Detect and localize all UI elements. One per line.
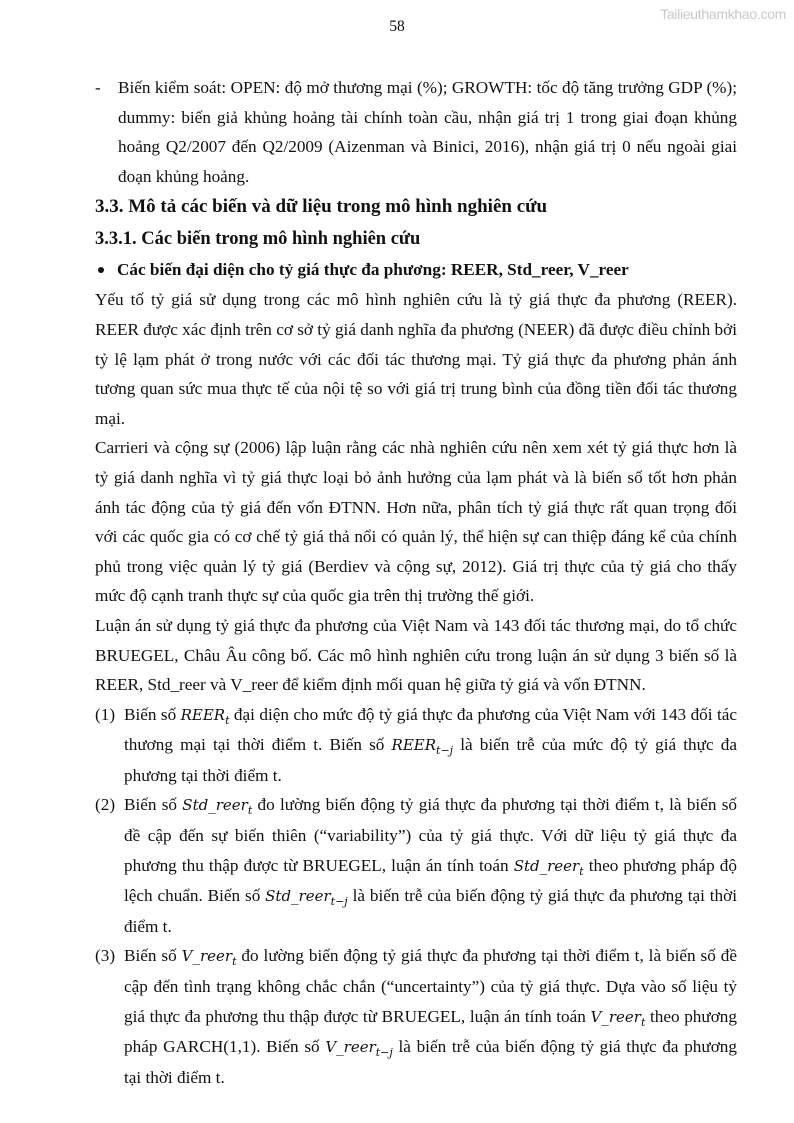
bullet-heading-text: Các biến đại diện cho tỷ giá thực đa phương: REER, Std_reer, V_reer <box>117 260 629 280</box>
math-name: V_reer <box>181 947 233 966</box>
item-text: Biến số <box>124 704 181 724</box>
math-subscript: t <box>232 955 237 969</box>
control-variables-text: Biến kiểm soát: OPEN: độ mở thương mại (%); GROWTH: tốc độ tăng trưởng GDP (%); dummy: biến giả khủng hoảng tài chính toàn cầu, nhận giá trị 1 trong giai đoạn khủng hoảng Q2/2007 đến Q2/2009 (Aizenman và Binici, 2016), nhận giá trị 0 nếu ngoài giai đoạn khủng hoảng. <box>118 78 737 186</box>
math-variable <box>590 1007 646 1029</box>
math-subscript: t−j <box>436 744 454 758</box>
math-subscript: t <box>579 864 584 878</box>
item-text: Biến số <box>124 946 182 966</box>
item-number: (1) <box>95 704 116 724</box>
math-name: Std_reer <box>265 887 331 906</box>
item-text: theo phương pháp GARCH(1,1). Biến số <box>124 1006 737 1057</box>
item-number: (2) <box>95 795 116 815</box>
item-text: theo phương pháp độ lệch chuẩn. Biến số <box>124 855 737 906</box>
math-subscript: t−j <box>330 895 348 909</box>
math-name: REER <box>391 736 437 755</box>
bullet-icon <box>98 267 104 273</box>
item-text: là biến trễ của biến động tỷ giá thực đa phương tại thời điểm t. <box>124 886 737 936</box>
paragraph: Yếu tố tỷ giá sử dụng trong các mô hình nghiên cứu là tỷ giá thực đa phương (REER). REER được xác định trên cơ sở tỷ giá danh nghĩa đa phương (NEER) đã được điều chỉnh bởi tỷ lệ lạm phát ở trong nước với các đối tác thương mại. Tỷ giá thực đa phương phản ánh tương quan sức mua thực tế của nội tệ so với giá trị trung bình của đồng tiền đối tác thương mại. <box>95 290 737 428</box>
paragraph: Carrieri và cộng sự (2006) lập luận rằng các nhà nghiên cứu nên xem xét tỷ giá thực hơn là tỷ giá danh nghĩa vì tỷ giá thực loại bỏ ảnh hưởng của lạm phát và là biến số tốt hơn phản ánh tác động của tỷ giá đến vốn ĐTNN. Hơn nữa, phân tích tỷ giá thực rất quan trọng đối với các quốc gia có cơ chế tỷ giá thả nổi có quản lý, thể hiện sự can thiệp đáng kể của chính phủ trong việc quản lý tỷ giá (Berdiev và cộng sự, 2012). Giá trị thực của tỷ giá cho thấy mức độ cạnh tranh thực sự của quốc gia trên thị trường thế giới. <box>95 438 737 606</box>
math-subscript: t−j <box>375 1046 393 1060</box>
item-text: đo lường biến động tỷ giá thực đa phương tại thời điểm t, là biến số đề cập đến sự biến thiên (“variability”) của tỷ giá thực. Với dữ liệu tỷ giá thực đa phương thu thập được từ BRUEGEL, luận án tính toán <box>124 795 737 875</box>
control-variables-item <box>95 73 737 191</box>
item-text: là biến trễ của mức độ tỷ giá thực đa phương tại thời điểm t. <box>124 735 737 785</box>
math-name: Std_reer <box>513 856 580 875</box>
item-text: là biến trễ của biến động tỷ giá thực đa phương tại thời điểm t. <box>124 1037 737 1087</box>
math-variable <box>182 796 253 818</box>
math-subscript: t <box>247 804 253 818</box>
page-content <box>95 73 737 1092</box>
page-number: 58 <box>389 18 405 35</box>
dash-marker: - <box>95 78 101 97</box>
math-variable <box>513 856 584 878</box>
item-text: đại diện cho mức độ tỷ giá thực đa phương của Việt Nam với 143 đối tác thương mại tại thời điểm t. Biến số <box>124 704 737 755</box>
math-subscript: t <box>640 1015 646 1029</box>
item-text: đo lường biến động tỷ giá thực đa phương tại thời điểm t, là biến số đề cập đến tình trạng không chắc chắn (“uncertainty”) của tỷ giá thực. Dựa vào số liệu tỷ giá thực đa phương thu thập được từ BRUEGEL, luận án tính toán <box>124 946 737 1026</box>
math-variable <box>391 736 454 758</box>
math-name: V_reer <box>590 1007 641 1026</box>
math-name: V_reer <box>325 1038 376 1057</box>
numbered-item-1 <box>95 700 737 791</box>
subsection-heading: 3.3.1. Các biến trong mô hình nghiên cứu <box>95 229 421 250</box>
math-name: REER <box>180 705 226 724</box>
math-variable <box>180 705 230 727</box>
watermark: Tailieuthamkhao.com <box>660 6 786 22</box>
math-variable <box>181 947 237 969</box>
paragraph: Luận án sử dụng tỷ giá thực đa phương của Việt Nam và 143 đối tác thương mại, do tổ chức BRUEGEL, Châu Âu công bố. Các mô hình nghiên cứu trong luận án sử dụng 3 biến số là REER, Std_reer và V_reer để kiểm định mối quan hệ giữa tỷ giá và vốn ĐTNN. <box>95 615 737 695</box>
section-heading: 3.3. Mô tả các biến và dữ liệu trong mô hình nghiên cứu <box>95 196 548 218</box>
math-variable <box>325 1038 393 1060</box>
numbered-item-2 <box>95 790 737 941</box>
math-name: Std_reer <box>182 796 248 815</box>
item-number: (3) <box>95 946 116 966</box>
bullet-heading <box>95 255 737 285</box>
math-subscript: t <box>225 713 230 727</box>
item-text: Biến số <box>124 795 183 815</box>
numbered-item-3 <box>95 941 737 1092</box>
math-variable <box>265 887 348 909</box>
